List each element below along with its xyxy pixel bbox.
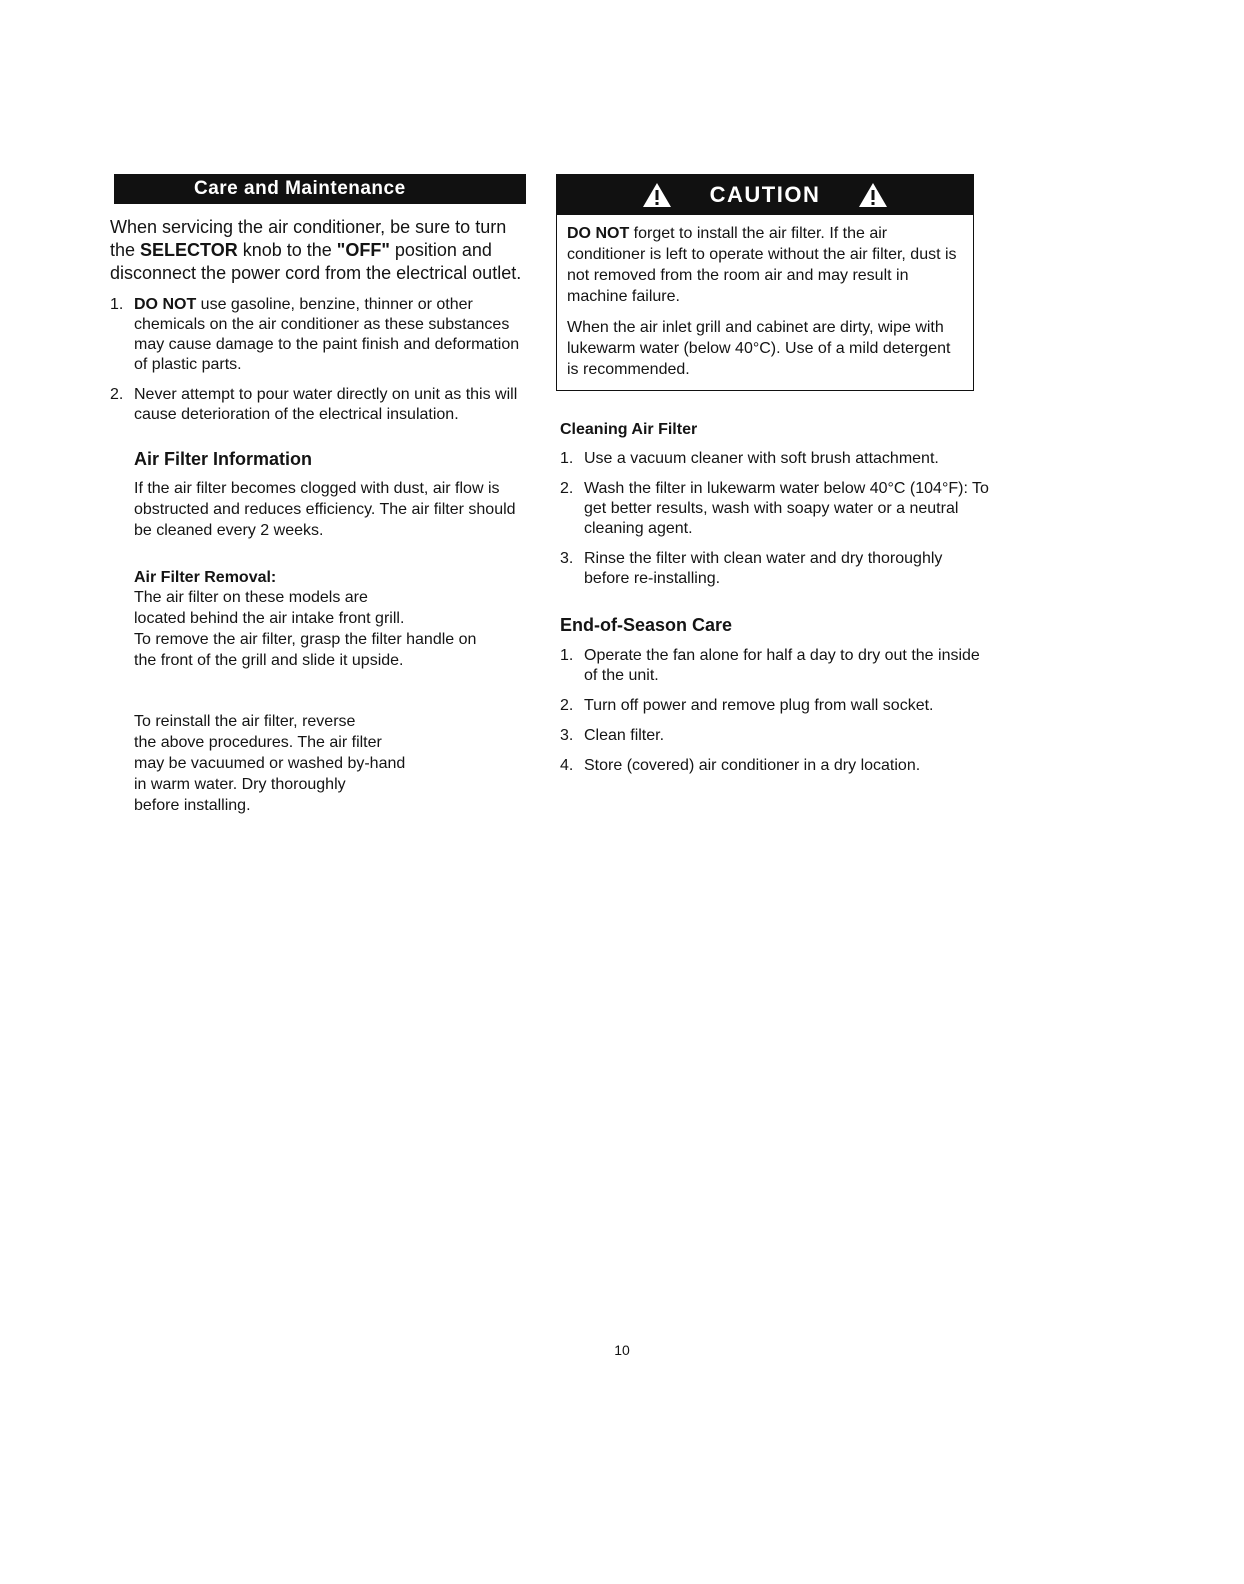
list-item: 2. Wash the filter in lukewarm water below 40°C (104°F): To get better results, wash with soapy water or a neutral cleaning agent. [560, 480, 989, 537]
air-filter-removal-text: The air filter on these models are located behind the air intake front grill. To remove the air filter, grasp the filter handle on the front of the grill and slide it upside. [134, 589, 477, 669]
list-item: 1. Operate the fan alone for half a day to dry out the inside of the unit. [560, 647, 980, 684]
caution-body [557, 215, 973, 390]
list-item: 3. Rinse the filter with clean water and dry thoroughly before re-installing. [560, 550, 943, 587]
cleaning-steps [560, 449, 992, 589]
list-item: 4. Store (covered) air conditioner in a dry location. [560, 757, 921, 774]
warning-icon [858, 182, 888, 208]
left-column [110, 174, 530, 816]
caution-header [557, 175, 973, 215]
list-item: 3. Clean filter. [560, 727, 665, 744]
list-item: 2. Never attempt to pour water directly on unit as this will cause deterioration of the electrical insulation. [110, 386, 518, 423]
air-filter-info-heading: Air Filter Information [134, 449, 313, 469]
end-season-steps [560, 646, 992, 776]
air-filter-removal-heading: Air Filter Removal: [134, 569, 277, 586]
list-item: 1. Use a vacuum cleaner with soft brush attachment. [560, 450, 939, 467]
list-item: 1. DO NOT use gasoline, benzine, thinner or other chemicals on the air conditioner as these substances may cause damage to the paint finish and deformation of plastic parts. [110, 296, 520, 373]
end-season-heading: End-of-Season Care [560, 615, 733, 635]
caution-title: CAUTION [709, 182, 821, 207]
section-banner: Care and Maintenance [114, 174, 526, 204]
warning-icon [642, 182, 672, 208]
caution-paragraph: When the air inlet grill and cabinet are dirty, wipe with lukewarm water (below 40°C). Use of a mild detergent is recommended. [567, 319, 951, 378]
right-column [552, 174, 992, 786]
reinstall-text: To reinstall the air filter, reverse the above procedures. The air filter may be vacuumed or washed by-hand in warm water. Dry thoroughly before installing. [134, 713, 406, 814]
caution-paragraph: DO NOT forget to install the air filter. If the air conditioner is left to operate without the air filter, dust is not removed from the room air and may result in machine failure. [567, 225, 957, 305]
maintenance-steps [110, 295, 530, 425]
intro-paragraph: When servicing the air conditioner, be sure to turn the SELECTOR knob to the "OFF" position and disconnect the power cord from the electrical outlet. [110, 217, 522, 283]
caution-box [556, 174, 974, 391]
air-filter-info-text: If the air filter becomes clogged with dust, air flow is obstructed and reduces efficiency. The air filter should be cleaned every 2 weeks. [134, 480, 516, 539]
page-number: 10 [614, 1342, 630, 1358]
cleaning-heading: Cleaning Air Filter [560, 421, 698, 438]
list-item: 2. Turn off power and remove plug from wall socket. [560, 697, 934, 714]
